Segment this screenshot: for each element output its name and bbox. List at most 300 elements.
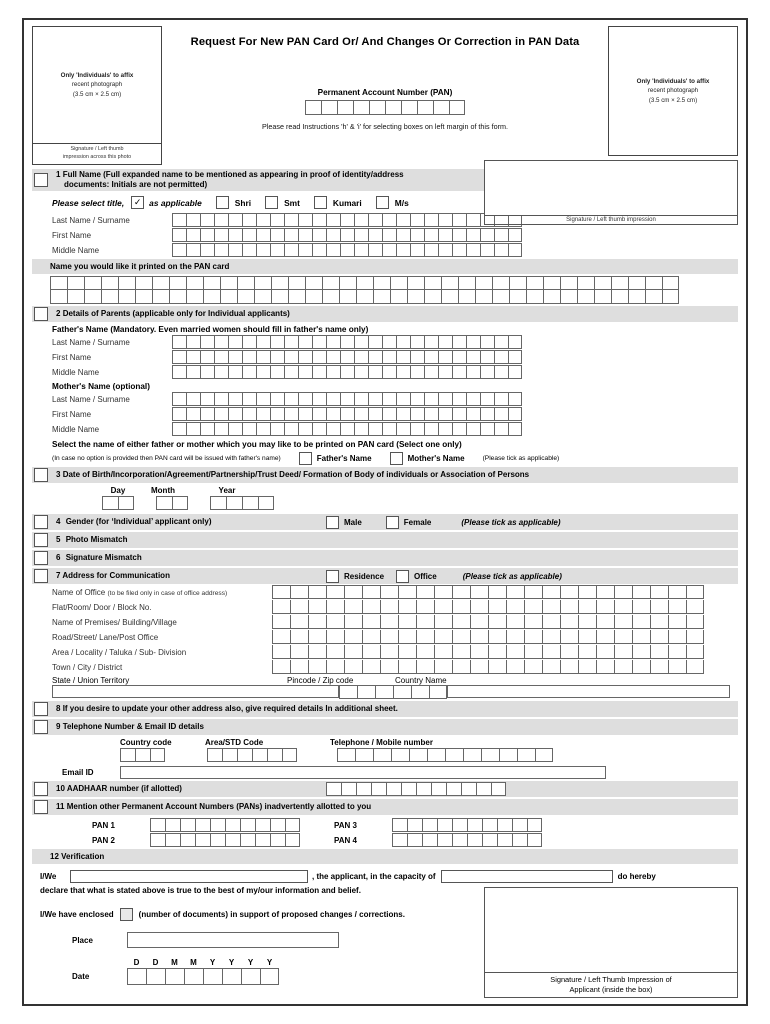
address-checkbox-office[interactable] [396, 570, 409, 583]
input-cell[interactable] [200, 407, 214, 421]
input-cell[interactable] [452, 818, 467, 832]
input-mother-first-name[interactable] [172, 407, 522, 421]
input-cell[interactable] [596, 615, 614, 629]
input-cell[interactable] [354, 228, 368, 242]
input-cell[interactable] [385, 100, 401, 115]
input-cell[interactable] [242, 422, 256, 436]
input-aadhaar[interactable] [326, 782, 506, 796]
input-cell[interactable] [368, 213, 382, 227]
input-cell[interactable] [237, 276, 254, 290]
input-cell[interactable] [50, 276, 67, 290]
input-dob-day[interactable] [102, 496, 134, 510]
input-cell[interactable] [390, 276, 407, 290]
input-cell[interactable] [398, 600, 416, 614]
input-cell[interactable] [207, 748, 222, 762]
input-cell[interactable] [449, 100, 465, 115]
input-cell[interactable] [326, 600, 344, 614]
input-cell[interactable] [344, 585, 362, 599]
input-cell[interactable] [508, 243, 522, 257]
input-road[interactable] [272, 630, 704, 644]
input-cell[interactable] [272, 615, 290, 629]
input-cell[interactable] [494, 422, 508, 436]
input-cell[interactable] [308, 630, 326, 644]
input-cell[interactable] [214, 335, 228, 349]
input-cell[interactable] [438, 335, 452, 349]
input-cell[interactable] [398, 615, 416, 629]
input-cell[interactable] [368, 335, 382, 349]
input-cell[interactable] [344, 630, 362, 644]
input-cell[interactable] [492, 290, 509, 304]
input-cell[interactable] [298, 213, 312, 227]
input-cell[interactable] [228, 365, 242, 379]
input-cell[interactable] [424, 407, 438, 421]
input-cell[interactable] [326, 630, 344, 644]
input-cell[interactable] [410, 228, 424, 242]
input-std-code[interactable] [207, 748, 297, 762]
input-cell[interactable] [165, 818, 180, 832]
photo-box-right[interactable] [608, 26, 738, 156]
input-cell[interactable] [308, 645, 326, 659]
input-cell[interactable] [577, 276, 594, 290]
input-cell[interactable] [524, 585, 542, 599]
input-cell[interactable] [180, 818, 195, 832]
input-cell[interactable] [480, 228, 494, 242]
input-cell[interactable] [354, 243, 368, 257]
input-cell[interactable] [508, 335, 522, 349]
input-cell[interactable] [272, 645, 290, 659]
input-cell[interactable] [380, 615, 398, 629]
input-cell[interactable] [305, 100, 321, 115]
input-cell[interactable] [438, 213, 452, 227]
section-1-checkbox[interactable] [34, 173, 48, 187]
input-cell[interactable] [270, 365, 284, 379]
input-cell[interactable] [362, 645, 380, 659]
input-cell[interactable] [172, 213, 186, 227]
input-cell[interactable] [410, 407, 424, 421]
input-cell[interactable] [67, 276, 84, 290]
input-cell[interactable] [241, 968, 260, 985]
input-cell[interactable] [517, 748, 535, 762]
input-cell[interactable] [101, 276, 118, 290]
input-cell[interactable] [543, 276, 560, 290]
input-cell[interactable] [312, 350, 326, 364]
input-cell[interactable] [312, 392, 326, 406]
input-cell[interactable] [668, 615, 686, 629]
input-cell[interactable] [228, 228, 242, 242]
input-cell[interactable] [200, 350, 214, 364]
input-cell[interactable] [305, 276, 322, 290]
input-cell[interactable] [340, 422, 354, 436]
input-cell[interactable] [380, 630, 398, 644]
input-cell[interactable] [357, 685, 375, 699]
input-cell[interactable] [482, 818, 497, 832]
input-cell[interactable] [461, 782, 476, 796]
input-cell[interactable] [225, 833, 240, 847]
input-cell[interactable] [535, 748, 553, 762]
input-cell[interactable] [256, 365, 270, 379]
input-cell[interactable] [628, 276, 645, 290]
input-cell[interactable] [497, 818, 512, 832]
input-cell[interactable] [339, 290, 356, 304]
input-cell[interactable] [242, 228, 256, 242]
input-cell[interactable] [409, 748, 427, 762]
input-cell[interactable] [686, 585, 704, 599]
input-cell[interactable] [452, 422, 466, 436]
input-cell[interactable] [172, 392, 186, 406]
input-cell[interactable] [452, 350, 466, 364]
input-cell[interactable] [445, 748, 463, 762]
input-cell[interactable] [438, 365, 452, 379]
input-cell[interactable] [396, 365, 410, 379]
input-cell[interactable] [542, 630, 560, 644]
input-cell[interactable] [424, 392, 438, 406]
input-dob-month[interactable] [156, 496, 188, 510]
input-cell[interactable] [200, 213, 214, 227]
input-cell[interactable] [452, 335, 466, 349]
input-cell[interactable] [542, 600, 560, 614]
input-cell[interactable] [527, 818, 542, 832]
input-cell[interactable] [470, 615, 488, 629]
input-cell[interactable] [668, 645, 686, 659]
input-cell[interactable] [410, 365, 424, 379]
input-cell[interactable] [437, 818, 452, 832]
input-cell[interactable] [165, 833, 180, 847]
input-cell[interactable] [228, 407, 242, 421]
input-cell[interactable] [288, 276, 305, 290]
input-cell[interactable] [340, 335, 354, 349]
input-cell[interactable] [596, 645, 614, 659]
input-cell[interactable] [499, 748, 517, 762]
input-cell[interactable] [200, 392, 214, 406]
input-cell[interactable] [596, 585, 614, 599]
input-cell[interactable] [271, 276, 288, 290]
input-cell[interactable] [172, 422, 186, 436]
input-cell[interactable] [494, 350, 508, 364]
input-cell[interactable] [494, 392, 508, 406]
input-cell[interactable] [452, 365, 466, 379]
input-cell[interactable] [488, 615, 506, 629]
input-cell[interactable] [452, 615, 470, 629]
input-cell[interactable] [172, 335, 186, 349]
input-cell[interactable] [270, 228, 284, 242]
input-cell[interactable] [222, 968, 241, 985]
input-cell[interactable] [542, 615, 560, 629]
input-cell[interactable] [362, 585, 380, 599]
input-cell[interactable] [466, 213, 480, 227]
input-cell[interactable] [127, 968, 146, 985]
input-cell[interactable] [344, 615, 362, 629]
title-option-smt[interactable] [265, 196, 300, 209]
input-cell[interactable] [186, 228, 200, 242]
input-cell[interactable] [368, 228, 382, 242]
input-cell[interactable] [326, 422, 340, 436]
input-cell[interactable] [312, 407, 326, 421]
input-cell[interactable] [256, 392, 270, 406]
input-cell[interactable] [488, 630, 506, 644]
input-cell[interactable] [542, 660, 560, 674]
input-cell[interactable] [611, 276, 628, 290]
input-cell[interactable] [596, 630, 614, 644]
input-cell[interactable] [368, 243, 382, 257]
input-cell[interactable] [480, 392, 494, 406]
input-email[interactable] [120, 766, 606, 779]
title-checkbox-smt[interactable] [265, 196, 278, 209]
input-cell[interactable] [686, 645, 704, 659]
input-cell[interactable] [256, 228, 270, 242]
signature-area-top[interactable] [484, 160, 738, 216]
input-cell[interactable] [308, 585, 326, 599]
input-cell[interactable] [506, 630, 524, 644]
input-cell[interactable] [441, 276, 458, 290]
input-cell[interactable] [492, 276, 509, 290]
input-cell[interactable] [512, 818, 527, 832]
input-cell[interactable] [326, 585, 344, 599]
input-cell[interactable] [354, 365, 368, 379]
input-cell[interactable] [632, 660, 650, 674]
input-cell[interactable] [560, 276, 577, 290]
input-cell[interactable] [452, 630, 470, 644]
input-cell[interactable] [298, 335, 312, 349]
input-cell[interactable] [214, 392, 228, 406]
input-cell[interactable] [172, 365, 186, 379]
section-3-checkbox[interactable] [34, 468, 48, 482]
input-cell[interactable] [560, 290, 577, 304]
input-cell[interactable] [172, 496, 188, 510]
input-cell[interactable] [452, 833, 467, 847]
section-2-checkbox[interactable] [34, 307, 48, 321]
input-cell[interactable] [220, 290, 237, 304]
input-cell[interactable] [353, 100, 369, 115]
input-cell[interactable] [228, 350, 242, 364]
input-cell[interactable] [272, 600, 290, 614]
input-cell[interactable] [396, 392, 410, 406]
parent-checkbox-mother[interactable] [390, 452, 403, 465]
input-cell[interactable] [200, 228, 214, 242]
input-cell[interactable] [195, 833, 210, 847]
input-cell[interactable] [256, 213, 270, 227]
input-cell[interactable] [475, 276, 492, 290]
input-cell[interactable] [452, 660, 470, 674]
input-cell[interactable] [438, 407, 452, 421]
input-phone-number[interactable] [337, 748, 553, 762]
input-cell[interactable] [373, 748, 391, 762]
input-cell[interactable] [284, 392, 298, 406]
input-cell[interactable] [354, 350, 368, 364]
input-cell[interactable] [466, 335, 480, 349]
input-cell[interactable] [135, 748, 150, 762]
input-cell[interactable] [596, 660, 614, 674]
input-cell[interactable] [356, 276, 373, 290]
input-cell[interactable] [437, 833, 452, 847]
gender-checkbox-male[interactable] [326, 516, 339, 529]
input-father-last-name[interactable] [172, 335, 522, 349]
input-cell[interactable] [452, 213, 466, 227]
input-cell[interactable] [410, 422, 424, 436]
input-cell[interactable] [438, 228, 452, 242]
input-cell[interactable] [326, 407, 340, 421]
input-cell[interactable] [452, 243, 466, 257]
input-cell[interactable] [467, 833, 482, 847]
input-printed-name-line2[interactable] [50, 290, 738, 304]
input-cell[interactable] [169, 290, 186, 304]
input-cell[interactable] [422, 833, 437, 847]
input-cell[interactable] [494, 228, 508, 242]
input-cell[interactable] [614, 600, 632, 614]
parent-option-father[interactable] [299, 452, 372, 465]
input-cell[interactable] [186, 407, 200, 421]
input-cell[interactable] [396, 335, 410, 349]
input-first-name[interactable] [172, 228, 522, 242]
input-cell[interactable] [508, 365, 522, 379]
input-cell[interactable] [186, 350, 200, 364]
input-cell[interactable] [146, 968, 165, 985]
input-cell[interactable] [228, 335, 242, 349]
input-cell[interactable] [396, 243, 410, 257]
input-cell[interactable] [650, 645, 668, 659]
input-cell[interactable] [614, 585, 632, 599]
input-cell[interactable] [614, 615, 632, 629]
input-cell[interactable] [524, 600, 542, 614]
input-cell[interactable] [632, 645, 650, 659]
input-cell[interactable] [434, 600, 452, 614]
input-cell[interactable] [524, 645, 542, 659]
input-cell[interactable] [560, 585, 578, 599]
input-cell[interactable] [424, 350, 438, 364]
input-cell[interactable] [396, 407, 410, 421]
input-cell[interactable] [290, 585, 308, 599]
input-cell[interactable] [578, 645, 596, 659]
input-cell[interactable] [632, 630, 650, 644]
input-cell[interactable] [452, 585, 470, 599]
input-cell[interactable] [354, 422, 368, 436]
input-cell[interactable] [446, 782, 461, 796]
input-cell[interactable] [508, 392, 522, 406]
input-cell[interactable] [362, 615, 380, 629]
input-cell[interactable] [470, 645, 488, 659]
gender-checkbox-female[interactable] [386, 516, 399, 529]
input-cell[interactable] [340, 365, 354, 379]
input-cell[interactable] [200, 243, 214, 257]
input-cell[interactable] [434, 660, 452, 674]
input-cell[interactable] [242, 407, 256, 421]
input-cell[interactable] [645, 290, 662, 304]
input-cell[interactable] [466, 350, 480, 364]
input-cell[interactable] [382, 392, 396, 406]
input-cell[interactable] [434, 630, 452, 644]
input-cell[interactable] [508, 407, 522, 421]
input-cell[interactable] [270, 392, 284, 406]
input-cell[interactable] [356, 782, 371, 796]
input-middle-name[interactable] [172, 243, 522, 257]
input-cell[interactable] [284, 335, 298, 349]
input-cell[interactable] [410, 392, 424, 406]
input-cell[interactable] [410, 335, 424, 349]
input-cell[interactable] [416, 782, 431, 796]
input-cell[interactable] [214, 243, 228, 257]
input-dob-year[interactable] [210, 496, 274, 510]
input-cell[interactable] [326, 645, 344, 659]
input-cell[interactable] [662, 276, 679, 290]
input-cell[interactable] [326, 392, 340, 406]
input-cell[interactable] [322, 276, 339, 290]
input-cell[interactable] [686, 615, 704, 629]
input-cell[interactable] [203, 290, 220, 304]
input-cell[interactable] [135, 276, 152, 290]
input-cell[interactable] [305, 290, 322, 304]
input-cell[interactable] [438, 243, 452, 257]
input-cell[interactable] [431, 782, 446, 796]
input-cell[interactable] [401, 782, 416, 796]
input-place[interactable] [127, 932, 339, 948]
input-cell[interactable] [240, 833, 255, 847]
input-cell[interactable] [417, 100, 433, 115]
input-cell[interactable] [356, 290, 373, 304]
input-cell[interactable] [452, 645, 470, 659]
input-cell[interactable] [611, 290, 628, 304]
section-8-checkbox[interactable] [34, 702, 48, 716]
input-cell[interactable] [242, 392, 256, 406]
input-cell[interactable] [396, 228, 410, 242]
input-cell[interactable] [494, 365, 508, 379]
input-cell[interactable] [254, 290, 271, 304]
input-cell[interactable] [407, 276, 424, 290]
input-cell[interactable] [101, 290, 118, 304]
input-cell[interactable] [308, 660, 326, 674]
input-cell[interactable] [526, 276, 543, 290]
input-cell[interactable] [368, 407, 382, 421]
input-cell[interactable] [326, 243, 340, 257]
input-cell[interactable] [120, 748, 135, 762]
input-cell[interactable] [407, 833, 422, 847]
input-cell[interactable] [373, 276, 390, 290]
input-cell[interactable] [467, 818, 482, 832]
input-cell[interactable] [270, 833, 285, 847]
input-cell[interactable] [228, 392, 242, 406]
input-cell[interactable] [339, 276, 356, 290]
input-cell[interactable] [255, 833, 270, 847]
input-cell[interactable] [594, 276, 611, 290]
input-cell[interactable] [470, 630, 488, 644]
input-cell[interactable] [524, 660, 542, 674]
input-cell[interactable] [594, 290, 611, 304]
signature-area-bottom[interactable] [484, 887, 738, 973]
input-cell[interactable] [326, 228, 340, 242]
input-pan-4[interactable] [392, 833, 542, 847]
input-last-name[interactable] [172, 213, 522, 227]
input-cell[interactable] [506, 600, 524, 614]
input-cell[interactable] [686, 600, 704, 614]
input-cell[interactable] [398, 645, 416, 659]
input-cell[interactable] [392, 833, 407, 847]
input-cell[interactable] [186, 290, 203, 304]
input-cell[interactable] [186, 213, 200, 227]
input-cell[interactable] [375, 685, 393, 699]
input-cell[interactable] [312, 243, 326, 257]
input-cell[interactable] [50, 290, 67, 304]
input-town[interactable] [272, 660, 704, 674]
input-cell[interactable] [422, 818, 437, 832]
input-cell[interactable] [416, 645, 434, 659]
input-cell[interactable] [458, 276, 475, 290]
input-cell[interactable] [494, 243, 508, 257]
input-cell[interactable] [526, 290, 543, 304]
input-cell[interactable] [650, 600, 668, 614]
input-cell[interactable] [290, 600, 308, 614]
input-cell[interactable] [298, 243, 312, 257]
input-cell[interactable] [396, 350, 410, 364]
input-cell[interactable] [424, 335, 438, 349]
input-cell[interactable] [392, 818, 407, 832]
